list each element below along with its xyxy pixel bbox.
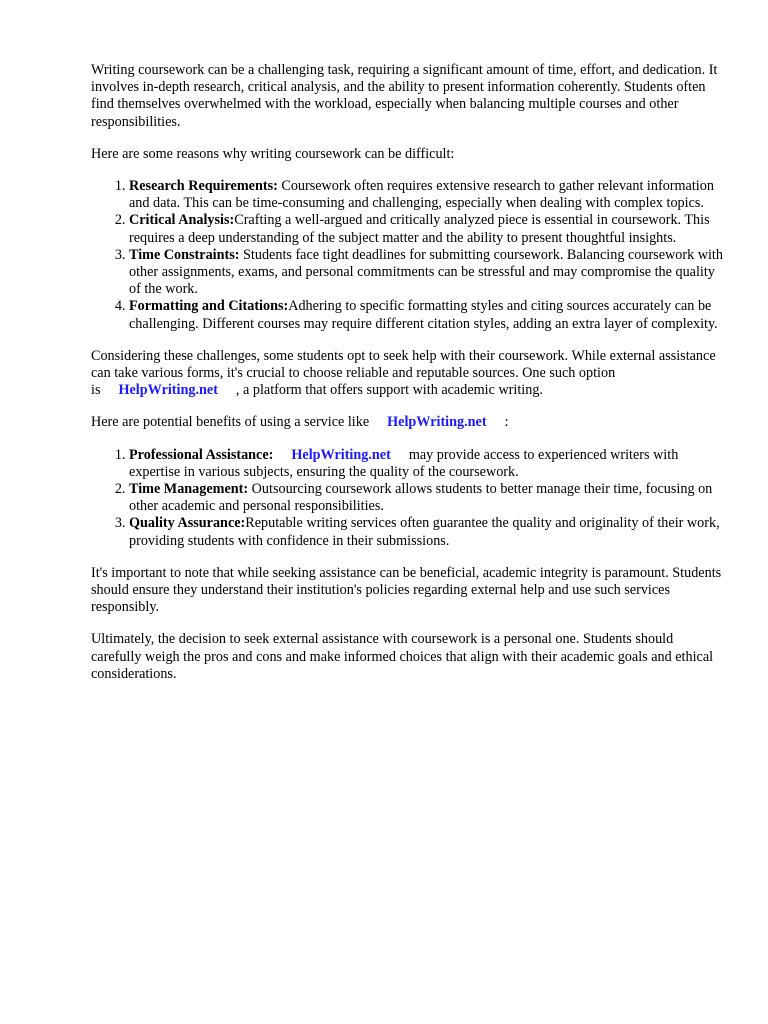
considering-paragraph (91, 348, 724, 400)
list-item (129, 447, 724, 481)
list-item (129, 247, 724, 299)
list-item-title: Research Requirements: (129, 178, 278, 195)
benefits-heading-after: : (504, 414, 509, 431)
integrity-paragraph: It's important to note that while seeking assistance can be beneficial, academic integrity is paramount. Students should ensure they understand their institution's policies regarding external help and use such services responsibly. (91, 564, 722, 616)
conclusion-paragraph: Ultimately, the decision to seek external assistance with coursework is a personal one. Students should carefully weigh the pros and cons and make informed choices that align with their academic goals and ethical considerations. (91, 631, 714, 682)
list-item (129, 298, 724, 332)
benefits-heading (91, 414, 724, 431)
list-item-text: Adhering to specific formatting styles and citing sources accurately can be challenging. Different courses may require different citation styles, adding an extra layer of complexity. (129, 298, 718, 332)
list-item (129, 178, 724, 212)
helpwriting-link[interactable]: HelpWriting.net (118, 382, 218, 399)
benefits-list (91, 447, 724, 550)
list-item-text: Coursework often requires extensive research to gather relevant information and data. This can be time-consuming and challenging, especially when dealing with complex topics. (129, 178, 714, 212)
list-item-title: Professional Assistance: (129, 446, 274, 463)
list-item-title: Critical Analysis: (129, 212, 235, 229)
list-item (129, 212, 724, 246)
helpwriting-link[interactable]: HelpWriting.net (291, 446, 391, 463)
list-item-text: Crafting a well-argued and critically analyzed piece is essential in coursework. This requires a deep understanding of the subject matter and the ability to present thoughtful insights. (129, 212, 710, 246)
benefits-heading-text: Here are potential benefits of using a service like (91, 414, 370, 431)
list-item-text: Outsourcing coursework allows students to better manage their time, focusing on other academic and personal responsibilities. (129, 481, 713, 515)
list-item-title: Formatting and Citations: (129, 298, 289, 315)
reasons-heading: Here are some reasons why writing coursework can be difficult: (91, 145, 455, 162)
list-item-text: may provide access to experienced writers with expertise in various subjects, ensuring the quality of the coursework. (129, 446, 679, 480)
list-item (129, 515, 724, 549)
helpwriting-link[interactable]: HelpWriting.net (387, 414, 487, 431)
considering-text: Considering these challenges, some students opt to seek help with their coursework. While external assistance can take various forms, it's crucial to choose reliable and reputable sources. One such option is (91, 347, 716, 399)
list-item-text: Students face tight deadlines for submitting coursework. Balancing coursework with other assignments, exams, and personal commitments can be stressful and may compromise the quality of the work. (129, 246, 723, 298)
list-item-title: Quality Assurance: (129, 515, 246, 532)
reasons-list (91, 178, 724, 333)
intro-paragraph: Writing coursework can be a challenging task, requiring a significant amount of time, effort, and dedication. It involves in-depth research, critical analysis, and the ability to present information coherently. Students often find themselves overwhelmed with the workload, especially when balancing multiple courses and other responsibilities. (91, 62, 718, 130)
list-item-text: Reputable writing services often guarantee the quality and originality of their work, providing students with confidence in their submissions. (129, 515, 720, 549)
considering-text-after: , a platform that offers support with academic writing. (235, 382, 543, 399)
list-item-title: Time Management: (129, 481, 249, 498)
list-item-title: Time Constraints: (129, 246, 240, 263)
list-item (129, 481, 724, 515)
